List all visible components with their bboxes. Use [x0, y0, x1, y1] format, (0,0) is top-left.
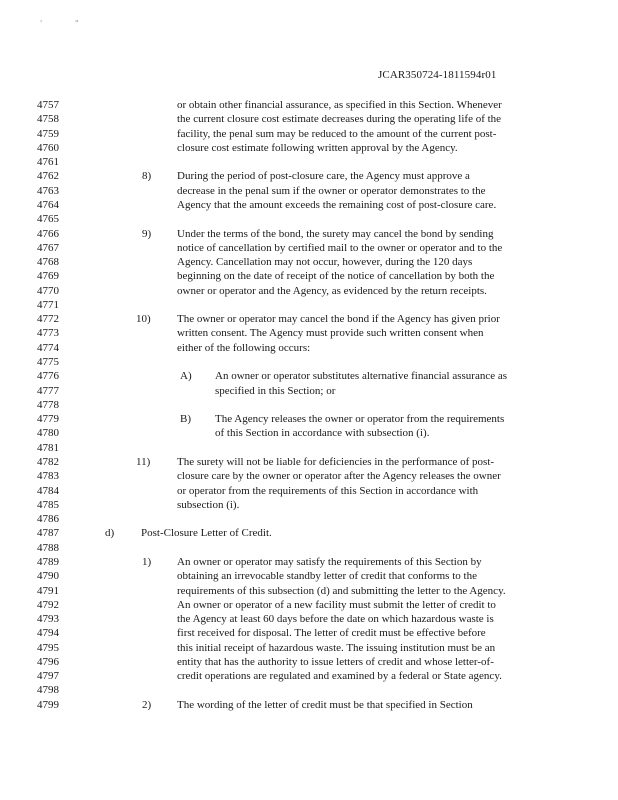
line-number: 4791	[37, 584, 59, 597]
line-number: 4773	[37, 327, 59, 340]
line-number: 4757	[37, 99, 59, 111]
body-text-line: first received for disposal. The letter of credit must be effective before	[177, 627, 486, 640]
line-number: 4794	[37, 627, 59, 640]
line-number: 4792	[37, 598, 59, 611]
line-number: 4796	[37, 655, 59, 668]
line-number: 4786	[37, 513, 59, 526]
body-text-line: An owner or operator of a new facility must submit the letter of credit to	[177, 598, 496, 611]
line-number: 4771	[37, 298, 59, 311]
scan-speck-mark: "	[75, 19, 79, 28]
body-text-line: credit operations are regulated and examined by a federal or State agency.	[177, 670, 502, 683]
line-number: 4767	[37, 241, 59, 254]
body-text-line: The surety will not be liable for deficiencies in the performance of post-	[177, 456, 495, 468]
line-number: 4783	[37, 470, 59, 483]
list-marker: 8)	[142, 170, 152, 183]
list-marker: A)	[180, 370, 192, 383]
body-text-line: the current closure cost estimate decreases during the operating life of the	[177, 113, 502, 126]
body-text-line: the Agency at least 60 days before the date on which hazardous waste is	[177, 613, 494, 626]
list-marker: d)	[105, 527, 115, 540]
line-number: 4774	[37, 341, 59, 354]
body-text-line: this initial receipt of hazardous waste. The issuing institution must be an	[177, 641, 496, 654]
scan-speck-mark: '	[40, 19, 43, 28]
line-number: 4762	[37, 170, 59, 183]
list-marker: 9)	[142, 227, 152, 240]
line-number: 4780	[37, 427, 59, 440]
list-marker: 1)	[142, 555, 152, 568]
body-text-line: The wording of the letter of credit must be that specified in Section	[177, 698, 473, 711]
line-number: 4761	[37, 156, 59, 169]
line-number: 4772	[37, 313, 59, 326]
body-text-line: or obtain other financial assurance, as specified in this Section. Whenever	[177, 99, 502, 111]
body-text-line: notice of cancellation by certified mail to the owner or operator and to the	[177, 241, 503, 254]
line-number: 4770	[37, 284, 59, 297]
body-text-line: closure care by the owner or operator after the Agency releases the owner	[177, 470, 501, 483]
line-number: 4799	[37, 698, 59, 711]
line-number: 4779	[37, 413, 59, 426]
body-text-line: An owner or operator substitutes alternative financial assurance as	[215, 370, 508, 383]
body-text-line: Under the terms of the bond, the surety may cancel the bond by sending	[177, 227, 494, 240]
document-id: JCAR350724-1811594r01	[378, 69, 497, 81]
line-number: 4778	[37, 398, 59, 411]
body-text-line: closure cost estimate following written approval by the Agency.	[177, 141, 458, 154]
body-text-line: owner or operator and the Agency, as evidenced by the return receipts.	[177, 284, 487, 297]
line-number: 4793	[37, 613, 59, 626]
line-number: 4785	[37, 498, 59, 511]
body-text-line: beginning on the date of receipt of the notice of cancellation by both the	[177, 270, 495, 283]
line-number: 4765	[37, 213, 59, 226]
line-number: 4769	[37, 270, 59, 283]
line-number: 4775	[37, 356, 59, 369]
body-text-line: obtaining an irrevocable standby letter of credit that conforms to the	[177, 570, 477, 583]
line-number: 4782	[37, 456, 59, 468]
line-number: 4777	[37, 384, 59, 397]
line-number: 4787	[37, 527, 59, 540]
line-number: 4766	[37, 227, 59, 240]
line-number: 4790	[37, 570, 59, 583]
line-number: 4789	[37, 555, 59, 568]
list-marker: 11)	[136, 456, 151, 468]
body-text-line: either of the following occurs:	[177, 341, 311, 354]
body-text-line: requirements of this subsection (d) and submitting the letter to the Agency.	[177, 584, 506, 597]
body-text-line: Post-Closure Letter of Credit.	[141, 527, 272, 540]
body-text-line: The owner or operator may cancel the bond if the Agency has given prior	[177, 313, 500, 326]
body-text-line: The Agency releases the owner or operator from the requirements	[215, 413, 505, 426]
line-number: 4758	[37, 113, 59, 126]
body-text-line: facility, the penal sum may be reduced to the amount of the current post-	[177, 127, 497, 140]
line-number: 4760	[37, 141, 59, 154]
line-number: 4788	[37, 541, 59, 554]
line-number: 4797	[37, 670, 59, 683]
list-marker: 10)	[136, 313, 151, 326]
line-number: 4776	[37, 370, 59, 383]
body-text-line: written consent. The Agency must provide such written consent when	[177, 327, 484, 340]
body-text-line: Agency. Cancellation may not occur, however, during the 120 days	[177, 256, 473, 269]
line-number: 4795	[37, 641, 59, 654]
list-marker: 2)	[142, 698, 152, 711]
line-number: 4768	[37, 256, 59, 269]
body-text-line: subsection (i).	[177, 498, 240, 511]
body-text-line: decrease in the penal sum if the owner or operator demonstrates to the	[177, 184, 486, 197]
list-marker: B)	[180, 413, 191, 426]
line-number: 4784	[37, 484, 59, 497]
line-number: 4781	[37, 441, 59, 454]
line-number: 4763	[37, 184, 59, 197]
body-text-line: An owner or operator may satisfy the requirements of this Section by	[177, 555, 482, 568]
body-text-line: During the period of post-closure care, the Agency must approve a	[177, 170, 470, 183]
body-text-line: entity that has the authority to issue letters of credit and whose letter-of-	[177, 655, 494, 668]
line-number: 4798	[37, 684, 59, 697]
body-text-line: or operator from the requirements of this Section in accordance with	[177, 484, 479, 497]
body-text-line: specified in this Section; or	[215, 384, 336, 397]
body-text-line: of this Section in accordance with subsection (i).	[215, 427, 430, 440]
line-number: 4759	[37, 127, 59, 140]
body-text-line: Agency that the amount exceeds the remaining cost of post-closure care.	[177, 198, 497, 211]
line-number: 4764	[37, 198, 59, 211]
